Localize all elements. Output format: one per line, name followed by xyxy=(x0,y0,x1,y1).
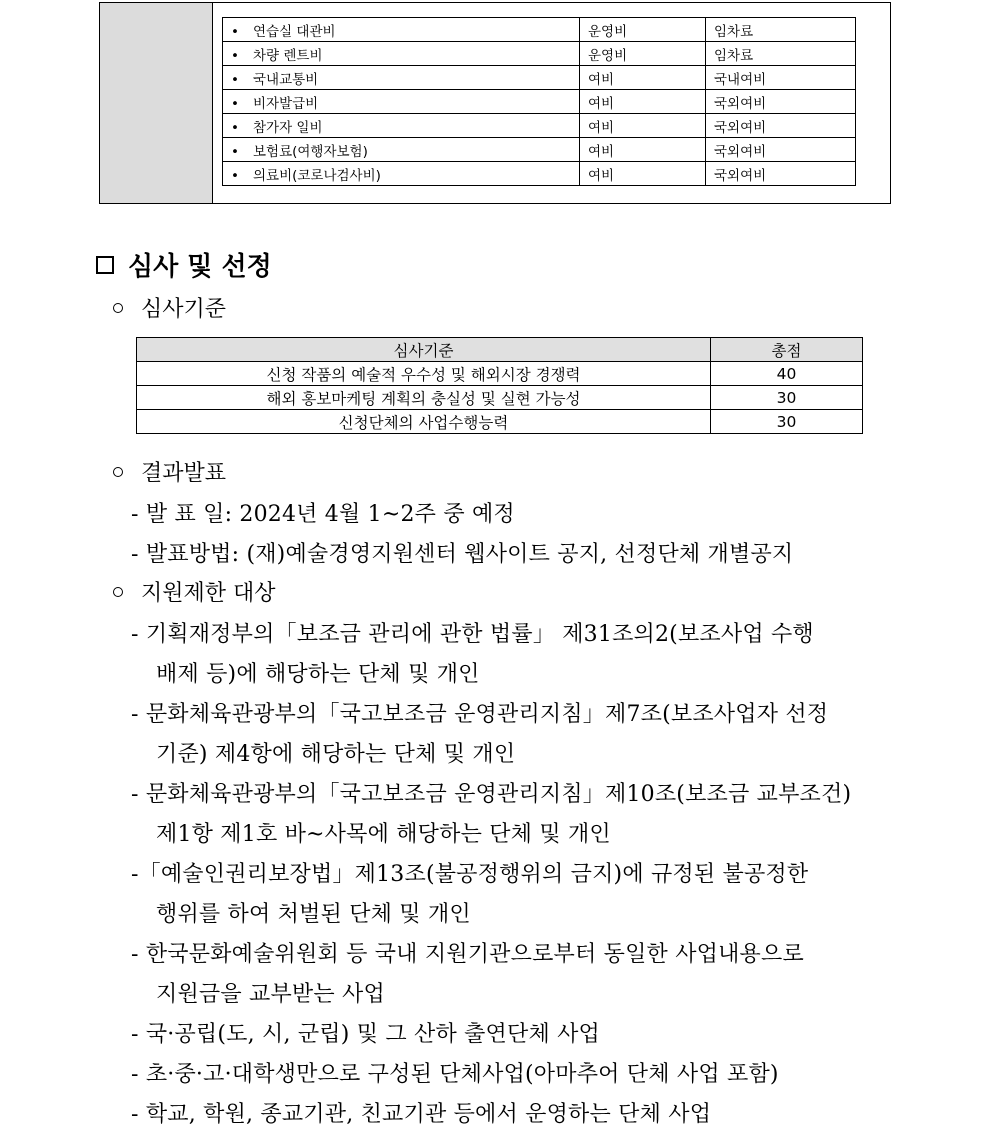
expense-item: 의료비(코로나검사비) xyxy=(253,167,381,184)
restriction-line-cont: 기준) 제4항에 해당하는 단체 및 개인 xyxy=(156,742,516,767)
criterion-cell: 신청단체의 사업수행능력 xyxy=(137,410,711,434)
bullet-icon: • xyxy=(231,71,239,88)
restrictions-heading-text: 지원제한 대상 xyxy=(141,581,276,606)
expense-detail-cell: 임차료 xyxy=(706,42,856,66)
expense-category-cell: 여비 xyxy=(580,162,706,186)
expense-item-cell xyxy=(223,114,580,138)
criteria-table-header-row xyxy=(137,338,863,362)
restriction-line: -「예술인권리보장법」제13조(불공정행위의 금지)에 규정된 불공정한 xyxy=(131,862,809,887)
restriction-line: - 초·중·고·대학생만으로 구성된 단체사업(아마추어 단체 사업 포함) xyxy=(131,1062,779,1087)
criteria-col-header: 심사기준 xyxy=(137,338,711,362)
restriction-line: - 국·공립(도, 시, 군립) 및 그 산하 출연단체 사업 xyxy=(131,1022,601,1047)
restrictions-heading xyxy=(113,576,276,607)
expense-detail-cell: 국외여비 xyxy=(706,162,856,186)
section-title: 심사 및 선정 xyxy=(128,252,272,282)
table-row xyxy=(223,66,856,90)
criteria-table xyxy=(136,337,863,434)
expense-detail-cell: 국외여비 xyxy=(706,138,856,162)
table-row xyxy=(137,362,863,386)
table-row xyxy=(223,90,856,114)
expense-item: 참가자 일비 xyxy=(253,119,323,136)
expense-item-cell xyxy=(223,138,580,162)
circle-bullet-icon xyxy=(113,467,123,477)
expense-category-cell: 운영비 xyxy=(580,42,706,66)
square-bullet-icon xyxy=(96,256,114,274)
expense-item: 연습실 대관비 xyxy=(253,23,336,40)
results-heading xyxy=(113,456,226,487)
results-heading-text: 결과발표 xyxy=(141,461,227,486)
expense-detail-cell: 임차료 xyxy=(706,18,856,42)
table-row xyxy=(223,42,856,66)
results-date: - 발 표 일: 2024년 4월 1~2주 중 예정 xyxy=(131,502,515,527)
expense-item-cell xyxy=(223,42,580,66)
expense-item-cell xyxy=(223,66,580,90)
expense-item-cell xyxy=(223,18,580,42)
bullet-icon: • xyxy=(231,167,239,184)
table-row xyxy=(223,162,856,186)
table-row xyxy=(223,138,856,162)
expense-item: 비자발급비 xyxy=(253,95,319,112)
score-cell: 30 xyxy=(711,386,863,410)
restriction-line: - 문화체육관광부의「국고보조금 운영관리지침」제7조(보조사업자 선정 xyxy=(131,702,829,727)
expense-category-cell: 여비 xyxy=(580,114,706,138)
restriction-line: - 학교, 학원, 종교기관, 친교기관 등에서 운영하는 단체 사업 xyxy=(131,1102,712,1127)
expense-detail-cell: 국내여비 xyxy=(706,66,856,90)
expense-detail-cell: 국외여비 xyxy=(706,114,856,138)
bullet-icon: • xyxy=(231,23,239,40)
circle-bullet-icon xyxy=(113,587,123,597)
restriction-line-cont: 배제 등)에 해당하는 단체 및 개인 xyxy=(156,662,480,687)
bullet-icon: • xyxy=(231,143,239,160)
expense-item: 차량 렌트비 xyxy=(253,47,323,64)
results-method: - 발표방법: (재)예술경영지원센터 웹사이트 공지, 선정단체 개별공지 xyxy=(131,542,794,567)
restriction-line: - 문화체육관광부의「국고보조금 운영관리지침」제10조(보조금 교부조건) xyxy=(131,782,852,807)
expense-category-cell: 여비 xyxy=(580,138,706,162)
expense-item-cell xyxy=(223,90,580,114)
bullet-icon: • xyxy=(231,95,239,112)
bullet-icon: • xyxy=(231,119,239,136)
table-row xyxy=(223,18,856,42)
expense-category-cell: 여비 xyxy=(580,66,706,90)
circle-bullet-icon xyxy=(113,303,123,313)
score-cell: 30 xyxy=(711,410,863,434)
score-col-header: 총점 xyxy=(711,338,863,362)
expense-table xyxy=(222,17,856,186)
expense-category-cell: 운영비 xyxy=(580,18,706,42)
criterion-cell: 해외 홍보마케팅 계획의 충실성 및 실현 가능성 xyxy=(137,386,711,410)
criteria-heading xyxy=(113,292,226,323)
restriction-line-cont: 행위를 하여 처벌된 단체 및 개인 xyxy=(156,902,471,927)
restriction-line: - 기획재정부의「보조금 관리에 관한 법률」 제31조의2(보조사업 수행 xyxy=(131,622,814,647)
criterion-cell: 신청 작품의 예술적 우수성 및 해외시장 경쟁력 xyxy=(137,362,711,386)
table-row xyxy=(223,114,856,138)
table-row xyxy=(137,386,863,410)
table-row xyxy=(137,410,863,434)
restriction-line-cont: 지원금을 교부받는 사업 xyxy=(156,982,385,1007)
score-cell: 40 xyxy=(711,362,863,386)
expense-item-cell xyxy=(223,162,580,186)
expense-item: 보험료(여행자보험) xyxy=(253,143,368,160)
criteria-heading-text: 심사기준 xyxy=(141,297,227,322)
restriction-line-cont: 제1항 제1호 바~사목에 해당하는 단체 및 개인 xyxy=(156,822,611,847)
expense-detail-cell: 국외여비 xyxy=(706,90,856,114)
restriction-line: - 한국문화예술위원회 등 국내 지원기관으로부터 동일한 사업내용으로 xyxy=(131,942,804,967)
bullet-icon: • xyxy=(231,47,239,64)
expense-item: 국내교통비 xyxy=(253,71,319,88)
expense-box-label-cell xyxy=(100,3,213,203)
expense-category-cell: 여비 xyxy=(580,90,706,114)
section-heading xyxy=(96,246,272,283)
